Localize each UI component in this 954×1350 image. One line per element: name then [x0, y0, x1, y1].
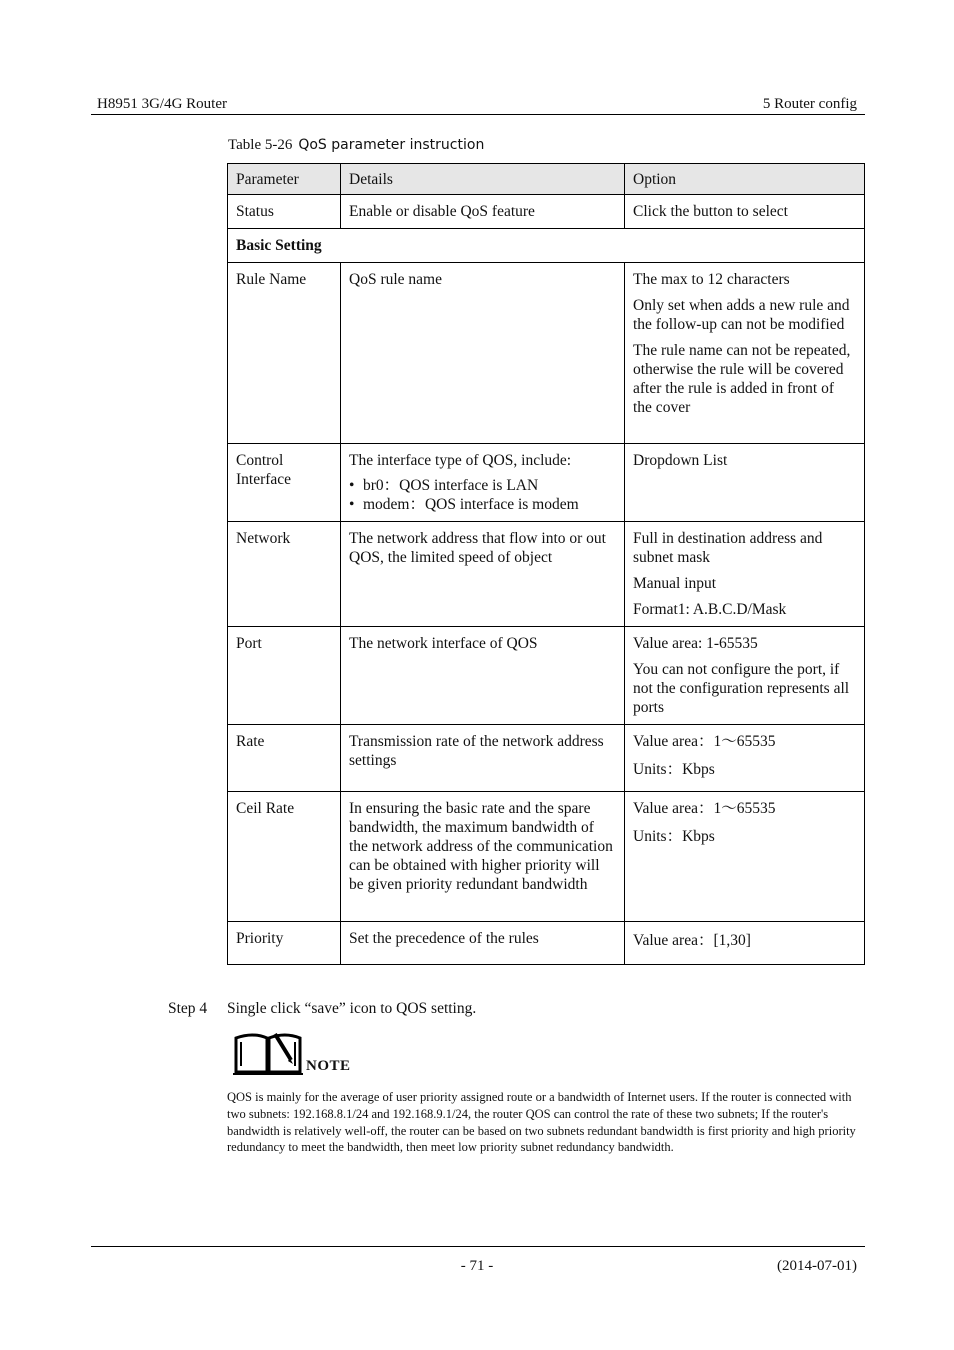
option-cell — [625, 263, 865, 444]
param-cell: Status — [228, 195, 341, 229]
details-cell: QoS rule name — [341, 263, 625, 444]
option-line: Only set when adds a new rule and the follow-up can not be modified — [633, 297, 850, 333]
option-cell: Value area：[1,30] — [625, 922, 865, 965]
option-cell: Dropdown List — [625, 444, 865, 522]
table-row-control-interface — [228, 444, 865, 522]
details-cell — [341, 444, 625, 522]
option-line: The rule name can not be repeated, otherwise the rule will be covered after the rule is added in front of the cover — [633, 342, 851, 416]
option-line: Value area：1～65535 — [633, 733, 776, 750]
interface-bullet-list — [349, 476, 616, 514]
details-line: The interface type of QOS, include: — [349, 452, 572, 469]
footer-date: (2014-07-01) — [777, 1258, 857, 1274]
option-cell — [625, 522, 865, 627]
table-caption-label: Table 5-26 — [228, 137, 293, 153]
option-line: Manual input — [633, 575, 717, 592]
header-cell-option: Option — [625, 164, 865, 195]
table-row-rate — [228, 725, 865, 792]
option-line: Format1: A.B.C.D/Mask — [633, 601, 787, 618]
step-text: Single click “save” icon to QOS setting. — [227, 1000, 477, 1017]
option-line: The max to 12 characters — [633, 271, 790, 288]
bullet-item: • modem：QOS interface is modem — [349, 495, 616, 514]
note-label: NOTE — [306, 1058, 351, 1074]
details-cell: Set the precedence of the rules — [341, 922, 625, 965]
qos-parameter-table — [227, 163, 865, 965]
param-cell: Rule Name — [228, 263, 341, 444]
param-cell: Priority — [228, 922, 341, 965]
details-cell: The network address that flow into or out QOS, the limited speed of object — [341, 522, 625, 627]
table-row-status — [228, 195, 865, 229]
option-cell: Click the button to select — [625, 195, 865, 229]
section-heading: Basic Setting — [228, 229, 865, 263]
param-cell: Port — [228, 627, 341, 725]
header-cell-details: Details — [341, 164, 625, 195]
details-cell: Transmission rate of the network address settings — [341, 725, 625, 792]
table-caption-title: QoS parameter instruction — [298, 137, 485, 153]
table-row-port — [228, 627, 865, 725]
step-label: Step 4 — [168, 1000, 208, 1017]
table-row-network — [228, 522, 865, 627]
header-rule — [91, 114, 865, 115]
option-cell — [625, 627, 865, 725]
param-cell: Rate — [228, 725, 341, 792]
option-line: Full in destination address and subnet mask — [633, 530, 823, 566]
option-line: Units：Kbps — [633, 761, 715, 778]
option-line: Value area: 1-65535 — [633, 635, 758, 652]
table-row-rule-name — [228, 263, 865, 444]
table-row-ceil-rate — [228, 792, 865, 922]
note-body: QOS is mainly for the average of user priority assigned route or a bandwidth of Internet users. If the router is connected with two subnets: 192.168.8.1/24 and 192.168.9.1/24, the router QOS can control the rate of these two subnets; If the router's bandwidth is relatively well-off, the router can be based on two subnets redundant bandwidth is first priority and high priority redundancy to meet the bandwidth, then meet low priority subnet redundancy bandwidth. — [227, 1090, 856, 1155]
header-cell-parameter: Parameter — [228, 164, 341, 195]
bullet-item: • br0：QOS interface is LAN — [349, 476, 616, 495]
option-line: Value area：1～65535 — [633, 800, 776, 817]
table-section-row — [228, 229, 865, 263]
header-chapter: 5 Router config — [762, 96, 857, 112]
table-header-row — [228, 164, 865, 195]
details-cell: The network interface of QOS — [341, 627, 625, 725]
details-cell: In ensuring the basic rate and the spare bandwidth, the maximum bandwidth of the network address of the communication can be obtained with higher priority will be given priority redundant bandwidth — [341, 792, 625, 922]
table-caption — [228, 137, 484, 154]
param-cell: Ceil Rate — [228, 792, 341, 922]
option-line: Units：Kbps — [633, 828, 715, 845]
details-cell: Enable or disable QoS feature — [341, 195, 625, 229]
page-number: - 71 - — [460, 1258, 494, 1274]
footer-rule — [91, 1246, 865, 1247]
option-cell — [625, 792, 865, 922]
param-cell: Network — [228, 522, 341, 627]
header-product: H8951 3G/4G Router — [97, 96, 227, 112]
table-row-priority — [228, 922, 865, 965]
option-line: You can not configure the port, if not the configuration represents all ports — [633, 661, 850, 716]
param-cell: Control Interface — [228, 444, 341, 522]
option-cell — [625, 725, 865, 792]
book-pen-icon — [233, 1030, 303, 1081]
